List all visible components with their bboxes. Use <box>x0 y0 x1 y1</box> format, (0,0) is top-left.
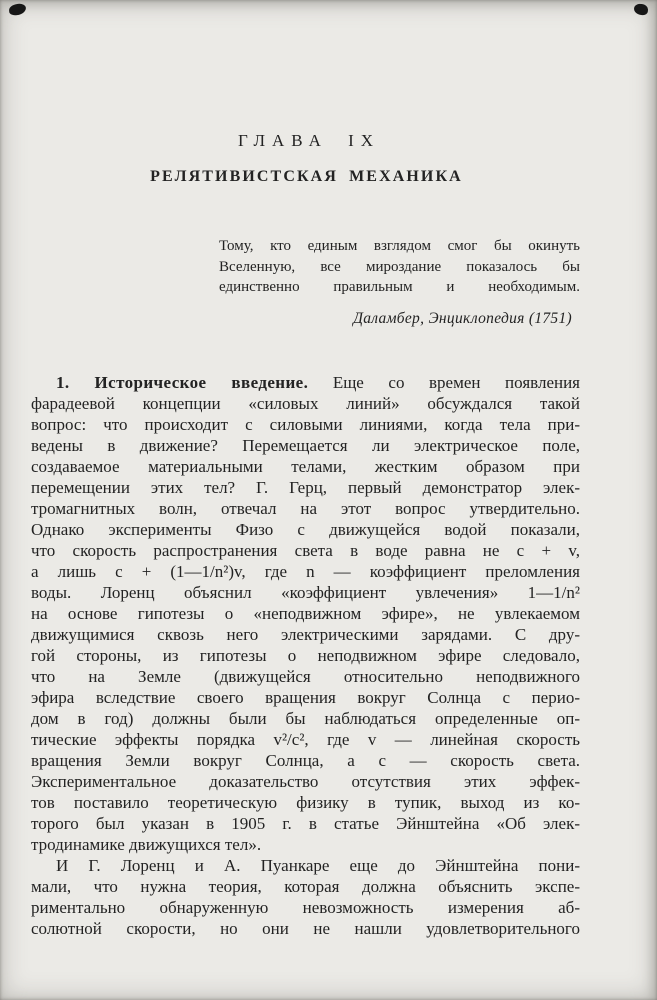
text-line: ведены в движение? Перемещается ли электрическое поле, <box>31 435 580 455</box>
text-line: Однако эксперименты Физо с движущейся водой показали, <box>31 519 580 539</box>
text-line: мали, что нужна теория, которая должна объяснить экспе- <box>31 876 580 896</box>
text-line: движущимися сквозь него электрическими зарядами. С дру- <box>31 624 580 644</box>
paragraph-1-first-line <box>31 372 580 393</box>
text-line: тов поставило теоретическую физику в тупик, выход из ко- <box>31 792 580 812</box>
text-line: воды. Лоренц объяснил «коэффициент увлечения» 1—1/n² <box>31 582 580 602</box>
text-line: что на Земле (движущейся относительно неподвижного <box>31 666 580 686</box>
text-line: Тому, кто единым взглядом смог бы окинуть <box>219 238 580 254</box>
text-line: вращения Земли вокруг Солнца, а c — скорость света. <box>31 750 580 770</box>
text-line: торого был указан в 1905 г. в статье Эйнштейна «Об элек- <box>31 813 580 833</box>
text-line: Вселенную, все мироздание показалось бы <box>219 258 580 275</box>
text-line: перемещении этих тел? Г. Герц, первый демонстратор элек- <box>31 477 580 497</box>
scan-smudge-icon <box>634 3 649 15</box>
chapter-title: РЕЛЯТИВИСТСКАЯ МЕХАНИКА <box>150 168 463 185</box>
text-line: риментально обнаруженную невозможность измерения аб- <box>31 897 580 917</box>
text-line: единственно правильным и необходимым. <box>219 279 580 295</box>
text-line: на основе гипотезы о «неподвижном эфире», не увлекаемом <box>31 603 580 623</box>
paragraph-1-lines <box>31 393 580 855</box>
paragraph-2 <box>31 855 580 939</box>
text-line: тромагнитных волн, отвечал на этот вопрос утвердительно. <box>31 498 580 518</box>
paragraph-1 <box>31 372 580 855</box>
text-line: а лишь c + (1—1/n²)v, где n — коэффициент преломления <box>31 561 580 581</box>
text-line: вопрос: что происходит с силовыми линиями, когда тела при- <box>31 414 580 434</box>
text-line: эфира вследствие своего вращения вокруг Солнца с перио- <box>31 687 580 707</box>
text-line: солютной скорости, но они не нашли удовлетворительного <box>31 918 580 938</box>
paragraph-text: Еще со времен появления <box>308 372 580 392</box>
text-line: гой стороны, из гипотезы о неподвижном эфире следовало, <box>31 645 580 665</box>
text-column <box>31 0 580 939</box>
text-line: создаваемое материальными телами, жестким образом при <box>31 456 580 476</box>
epigraph <box>219 236 580 298</box>
epigraph-attribution: Даламбер, Энциклопедия (1751) <box>353 309 572 327</box>
text-line: тические эффекты порядка v²/c², где v — линейная скорость <box>31 729 580 749</box>
text-line: что скорость распространения света в воде равна не c + v, <box>31 540 580 560</box>
scan-smudge-icon <box>8 3 26 16</box>
body-text <box>31 372 580 939</box>
text-line: Экспериментальное доказательство отсутствия этих эффек- <box>31 771 580 791</box>
text-line: дом в год) должны были бы наблюдаться определенные оп- <box>31 708 580 728</box>
text-line: фарадеевой концепции «силовых линий» обсуждался такой <box>31 393 580 413</box>
text-line: И Г. Лоренц и А. Пуанкаре еще до Эйнштейна пони- <box>56 855 580 875</box>
chapter-heading: ГЛАВА IX <box>237 131 381 150</box>
section-heading: 1. Историческое введение. <box>56 372 309 392</box>
text-line: тродинамике движущихся тел». <box>31 834 262 854</box>
